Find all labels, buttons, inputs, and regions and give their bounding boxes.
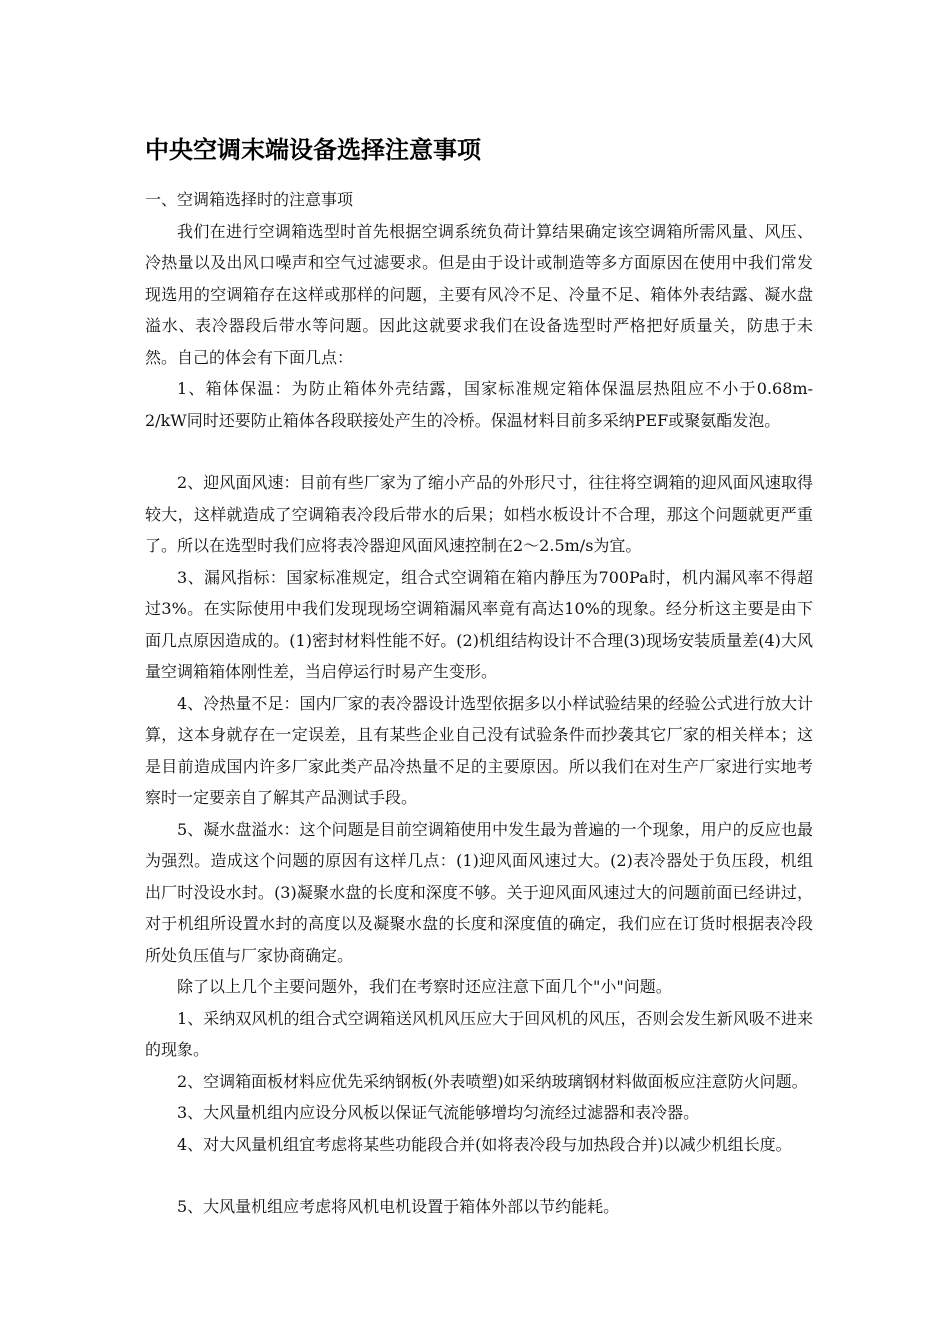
minor-point-merge-sections: 4、对大风量机组宜考虑将某些功能段合并(如将表冷段与加热段合并)以减少机组长度。 xyxy=(177,1134,792,1154)
intro-paragraph: 我们在进行空调箱选型时首先根据空调系统负荷计算结果确定该空调箱所需风量、风压、冷热量以及出风口噪声和空气过滤要求。但是由于设计或制造等多方面原因在使用中我们常发现选用的空调箱存在这样或那样的问题，主要有风冷不足、冷量不足、箱体外表结露、凝水盘溢水、表冷器段后带水等问题。因此这就要求我们在设备选型时严格把好质量关，防患于未然。自己的体会有下面几点： xyxy=(145,221,813,367)
document-title: 中央空调末端设备选择注意事项 xyxy=(145,136,481,164)
minor-point-dual-fan: 1、采纳双风机的组合式空调箱送风机风压应大于回风机的风压，否则会发生新风吸不进来的现象。 xyxy=(145,1008,813,1059)
minor-point-panel-material: 2、空调箱面板材料应优先采纳钢板(外表喷塑)如采纳玻璃钢材料做面板应注意防火问题。 xyxy=(177,1071,808,1091)
document-body xyxy=(145,184,813,1223)
minor-point-air-distribution: 3、大风量机组内应设分风板以保证气流能够增均匀流经过滤器和表冷器。 xyxy=(177,1103,700,1122)
point-capacity: 4、冷热量不足：国内厂家的表冷器设计选型依据多以小样试验结果的经验公式进行放大计算，这本身就存在一定误差，且有某些企业自己没有试验条件而抄袭其它厂家的相关样本；这是目前造成国内许多厂家此类产品冷热量不足的主要原因。所以我们在对生产厂家进行实地考察时一定要亲自了解其产品测试手段。 xyxy=(145,693,813,807)
section-heading: 一、空调箱选择时的注意事项 xyxy=(145,190,354,209)
minor-point-external-motor: 5、大风量机组应考虑将风机电机设置于箱体外部以节约能耗。 xyxy=(177,1197,620,1216)
point-drain-pan: 5、凝水盘溢水：这个问题是目前空调箱使用中发生最为普遍的一个现象，用户的反应也最为强烈。造成这个问题的原因有这样几点：(1)迎风面风速过大。(2)表冷器处于负压段，机组出厂时没设水封。(3)凝聚水盘的长度和深度不够。关于迎风面风速过大的问题前面已经讲过，对于机组所设置水封的高度以及凝聚水盘的长度和深度值的确定，我们应在订货时根据表冷段所处负压值与厂家协商确定。 xyxy=(145,819,813,965)
point-face-velocity: 2、迎风面风速：目前有些厂家为了缩小产品的外形尺寸，往往将空调箱的迎风面风速取得较大，这样就造成了空调箱表冷段后带水的后果；如档水板设计不合理，那这个问题就更严重了。所以在选型时我们应将表冷器迎风面风速控制在2～2.5m/s为宜。 xyxy=(145,473,813,555)
point-air-leakage: 3、漏风指标：国家标准规定，组合式空调箱在箱内静压为700Pa时，机内漏风率不得超过3%。在实际使用中我们发现现场空调箱漏风率竟有高达10%的现象。经分析这主要是由下面几点原因造成的。(1)密封材料性能不好。(2)机组结构设计不合理(3)现场安装质量差(4)大风量空调箱箱体刚性差，当启停运行时易产生变形。 xyxy=(145,567,813,681)
minor-intro: 除了以上几个主要问题外，我们在考察时还应注意下面几个"小"问题。 xyxy=(177,977,672,996)
point-insulation: 1、箱体保温：为防止箱体外壳结露，国家标准规定箱体保温层热阻应不小于0.68m-2/kW同时还要防止箱体各段联接处产生的冷桥。保温材料目前多采纳PEF或聚氨酯发泡。 xyxy=(145,379,813,430)
